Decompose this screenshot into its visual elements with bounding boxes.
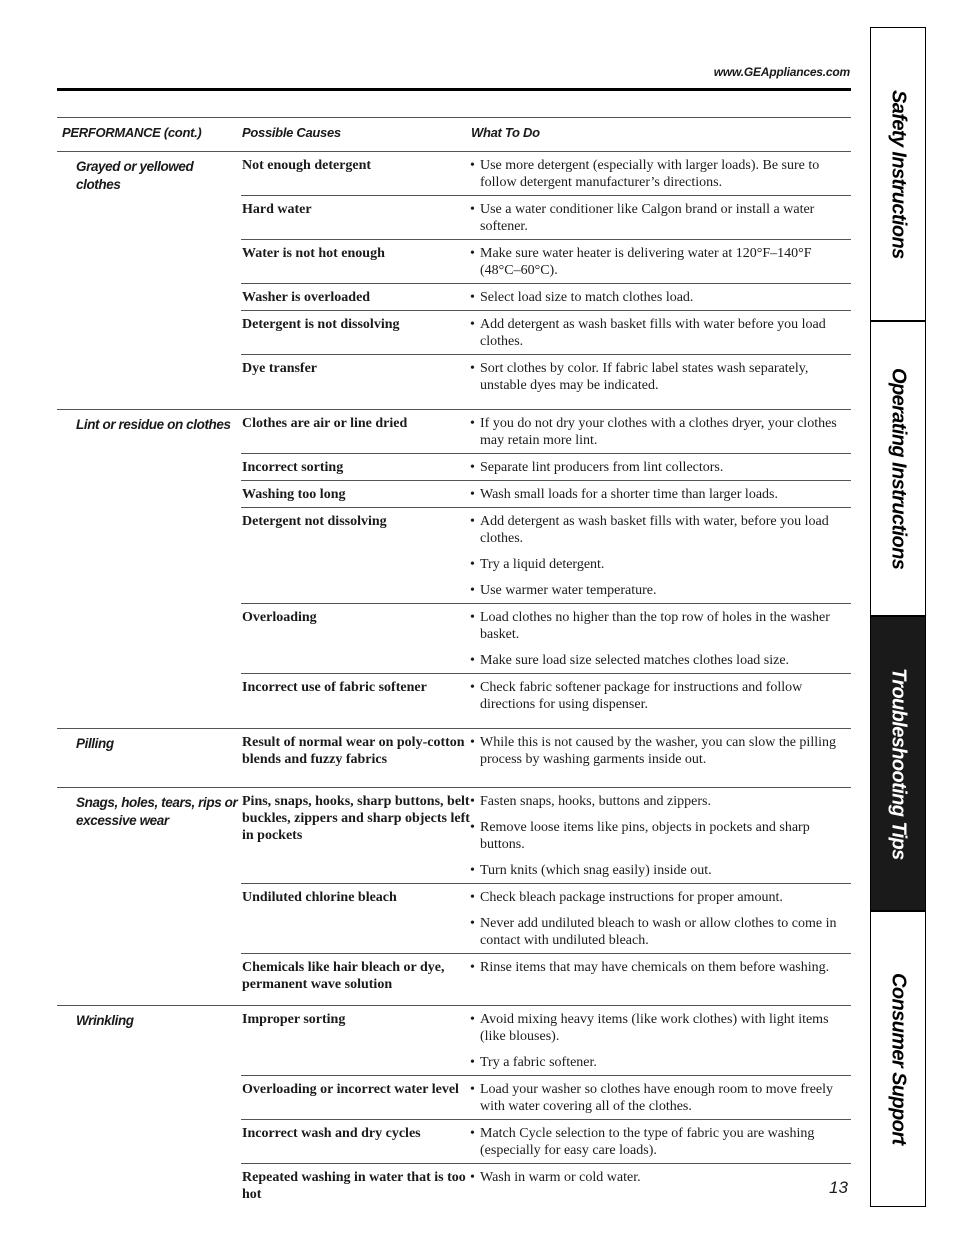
action-list	[470, 959, 851, 993]
causes-list	[241, 410, 851, 717]
tab-troubleshooting-tips[interactable]	[871, 617, 925, 912]
cause-label: Chemicals like hair bleach or dye, permanent wave solution	[242, 960, 445, 992]
bullet-icon: •	[470, 916, 475, 931]
causes-list	[241, 729, 851, 772]
action-text: Check fabric softener package for instructions and follow directions for using dispenser.	[480, 680, 803, 712]
table-row	[241, 152, 851, 195]
cause-label: Hard water	[242, 202, 312, 217]
action-text: Match Cycle selection to the type of fabric you are washing (especially for easy care loads).	[480, 1126, 815, 1158]
table-row	[241, 1119, 851, 1163]
action-item	[470, 289, 851, 306]
cause-label: Improper sorting	[242, 1012, 346, 1027]
column-header-actions: What To Do	[471, 125, 540, 140]
action-text: Make sure load size selected matches clothes load size.	[480, 653, 790, 668]
table-row	[241, 239, 851, 283]
cause-label: Overloading or incorrect water level	[242, 1082, 459, 1097]
action-list	[470, 609, 851, 669]
problem-group	[57, 152, 851, 410]
action-list	[470, 360, 851, 394]
action-item	[470, 889, 851, 906]
tab-label: Operating Instructions	[887, 367, 910, 570]
table-row	[241, 507, 851, 603]
site-url[interactable]: www.GEAppliances.com	[713, 65, 850, 79]
problem-group	[57, 729, 851, 788]
action-text: Separate lint producers from lint collectors.	[480, 460, 724, 475]
action-item	[470, 609, 851, 643]
action-text: Try a fabric softener.	[480, 1055, 597, 1070]
action-text: Never add undiluted bleach to wash or allow clothes to come in contact with undiluted bleach.	[480, 916, 837, 948]
cause-label: Dye transfer	[242, 361, 318, 376]
table-row	[241, 410, 851, 453]
bullet-icon: •	[470, 1170, 475, 1185]
header-rule	[57, 88, 851, 91]
action-text: Wash in warm or cold water.	[480, 1170, 641, 1185]
action-list	[470, 415, 851, 449]
table-row	[241, 195, 851, 239]
bullet-icon: •	[470, 246, 475, 261]
action-item	[470, 1054, 851, 1071]
bullet-icon: •	[470, 820, 475, 835]
cause-label: Incorrect sorting	[242, 460, 344, 475]
bullet-icon: •	[470, 1126, 475, 1141]
bullet-icon: •	[470, 1012, 475, 1027]
table-row	[241, 729, 851, 772]
action-text: Use warmer water temperature.	[480, 583, 657, 598]
problem-label: Lint or residue on clothes	[76, 417, 231, 432]
bullet-icon: •	[470, 735, 475, 750]
cause-label: Not enough detergent	[242, 158, 372, 173]
cause-label: Undiluted chlorine bleach	[242, 890, 397, 905]
action-item	[470, 915, 851, 949]
action-item	[470, 1011, 851, 1045]
action-item	[470, 415, 851, 449]
tab-label: Safety Instructions	[887, 89, 910, 259]
bullet-icon: •	[470, 680, 475, 695]
action-list	[470, 245, 851, 279]
tab-operating-instructions[interactable]	[871, 322, 925, 617]
action-text: Remove loose items like pins, objects in pockets and sharp buttons.	[480, 820, 810, 852]
causes-list	[241, 152, 851, 398]
cause-label: Result of normal wear on poly-cotton blends and fuzzy fabrics	[242, 735, 465, 767]
action-text: Wash small loads for a shorter time than larger loads.	[480, 487, 778, 502]
action-text: Rinse items that may have chemicals on them before washing.	[480, 960, 830, 975]
problem-label: Pilling	[76, 736, 114, 751]
cause-label: Detergent not dissolving	[242, 514, 387, 529]
cause-label: Detergent is not dissolving	[242, 317, 400, 332]
cause-label: Overloading	[242, 610, 317, 625]
action-item	[470, 157, 851, 191]
action-item	[470, 862, 851, 879]
section-tabs	[870, 27, 926, 1207]
table-row	[241, 883, 851, 953]
column-header-causes: Possible Causes	[242, 125, 341, 140]
table-row	[241, 1163, 851, 1207]
table-row	[241, 310, 851, 354]
action-item	[470, 652, 851, 669]
problem-label: Grayed or yellowed clothes	[76, 159, 194, 192]
table-row	[241, 788, 851, 883]
action-list	[470, 459, 851, 476]
action-text: Fasten snaps, hooks, buttons and zippers.	[480, 794, 711, 809]
bullet-icon: •	[470, 890, 475, 905]
bullet-icon: •	[470, 610, 475, 625]
action-text: Avoid mixing heavy items (like work clothes) with light items (like blouses).	[480, 1012, 829, 1044]
problem-group	[57, 410, 851, 729]
troubleshooting-table	[57, 117, 851, 1207]
action-list	[470, 486, 851, 503]
tab-consumer-support[interactable]	[871, 912, 925, 1206]
bullet-icon: •	[470, 794, 475, 809]
action-item	[470, 679, 851, 713]
action-list	[470, 316, 851, 350]
cause-label: Washing too long	[242, 487, 346, 502]
causes-list	[241, 1006, 851, 1207]
action-text: While this is not caused by the washer, you can slow the pilling process by washing garments inside out.	[480, 735, 836, 767]
bullet-icon: •	[470, 557, 475, 572]
action-text: Check bleach package instructions for proper amount.	[480, 890, 783, 905]
bullet-icon: •	[470, 460, 475, 475]
action-item	[470, 459, 851, 476]
action-item	[470, 793, 851, 810]
action-list	[470, 734, 851, 768]
table-row	[241, 354, 851, 398]
action-list	[470, 513, 851, 599]
action-item	[470, 734, 851, 768]
table-row	[241, 1075, 851, 1119]
action-list	[470, 1169, 851, 1203]
action-item	[470, 1169, 851, 1186]
bullet-icon: •	[470, 583, 475, 598]
table-body	[57, 152, 851, 1207]
action-list	[470, 793, 851, 879]
bullet-icon: •	[470, 1082, 475, 1097]
action-item	[470, 1125, 851, 1159]
action-text: Use a water conditioner like Calgon brand or install a water softener.	[480, 202, 815, 234]
action-list	[470, 1011, 851, 1071]
bullet-icon: •	[470, 653, 475, 668]
cause-label: Incorrect wash and dry cycles	[242, 1126, 421, 1141]
table-row	[241, 953, 851, 997]
problem-group	[57, 1006, 851, 1207]
table-row	[241, 603, 851, 673]
action-item	[470, 201, 851, 235]
action-text: Turn knits (which snag easily) inside out.	[480, 863, 712, 878]
table-row	[241, 453, 851, 480]
bullet-icon: •	[470, 290, 475, 305]
cause-label: Pins, snaps, hooks, sharp buttons, belt buckles, zippers and sharp objects left in pockets	[242, 794, 470, 843]
action-item	[470, 360, 851, 394]
table-row	[241, 480, 851, 507]
action-text: Sort clothes by color. If fabric label states wash separately, unstable dyes may be indicated.	[480, 361, 809, 393]
table-row	[241, 1006, 851, 1075]
action-list	[470, 1081, 851, 1115]
action-item	[470, 959, 851, 976]
bullet-icon: •	[470, 1055, 475, 1070]
causes-list	[241, 788, 851, 997]
action-list	[470, 679, 851, 713]
bullet-icon: •	[470, 863, 475, 878]
bullet-icon: •	[470, 416, 475, 431]
cause-label: Washer is overloaded	[242, 290, 371, 305]
bullet-icon: •	[470, 960, 475, 975]
cause-label: Water is not hot enough	[242, 246, 385, 261]
action-text: Load clothes no higher than the top row of holes in the washer basket.	[480, 610, 830, 642]
action-text: Add detergent as wash basket fills with water before you load clothes.	[480, 317, 826, 349]
action-text: Use more detergent (especially with larger loads). Be sure to follow detergent manufacturer’s directions.	[480, 158, 820, 190]
table-row	[241, 673, 851, 717]
bullet-icon: •	[470, 158, 475, 173]
action-text: If you do not dry your clothes with a clothes dryer, your clothes may retain more lint.	[480, 416, 837, 448]
column-header-problem: PERFORMANCE (cont.)	[62, 125, 202, 140]
cause-label: Clothes are air or line dried	[242, 416, 408, 431]
action-list	[470, 889, 851, 949]
action-item	[470, 513, 851, 547]
action-list	[470, 201, 851, 235]
bullet-icon: •	[470, 487, 475, 502]
tab-label: Troubleshooting Tips	[887, 667, 910, 860]
bullet-icon: •	[470, 202, 475, 217]
action-list	[470, 1125, 851, 1159]
table-row	[241, 283, 851, 310]
action-item	[470, 556, 851, 573]
problem-group	[57, 788, 851, 1006]
bullet-icon: •	[470, 317, 475, 332]
bullet-icon: •	[470, 514, 475, 529]
action-text: Load your washer so clothes have enough room to move freely with water covering all of the clothes.	[480, 1082, 834, 1114]
action-item	[470, 819, 851, 853]
cause-label: Repeated washing in water that is too hot	[242, 1170, 466, 1202]
tab-safety-instructions[interactable]	[871, 28, 925, 322]
action-list	[470, 289, 851, 306]
action-text: Try a liquid detergent.	[480, 557, 605, 572]
action-text: Select load size to match clothes load.	[480, 290, 694, 305]
action-text: Make sure water heater is delivering water at 120°F–140°F (48°C–60°C).	[480, 246, 812, 278]
page-number: 13	[829, 1178, 848, 1197]
cause-label: Incorrect use of fabric softener	[242, 680, 427, 695]
problem-label: Wrinkling	[76, 1013, 134, 1028]
action-item	[470, 245, 851, 279]
action-item	[470, 582, 851, 599]
action-item	[470, 486, 851, 503]
bullet-icon: •	[470, 361, 475, 376]
action-text: Add detergent as wash basket fills with water, before you load clothes.	[480, 514, 829, 546]
tab-label: Consumer Support	[887, 973, 910, 1145]
action-item	[470, 1081, 851, 1115]
action-list	[470, 157, 851, 191]
problem-label: Snags, holes, tears, rips or excessive wear	[76, 795, 238, 828]
table-header	[57, 117, 851, 152]
action-item	[470, 316, 851, 350]
